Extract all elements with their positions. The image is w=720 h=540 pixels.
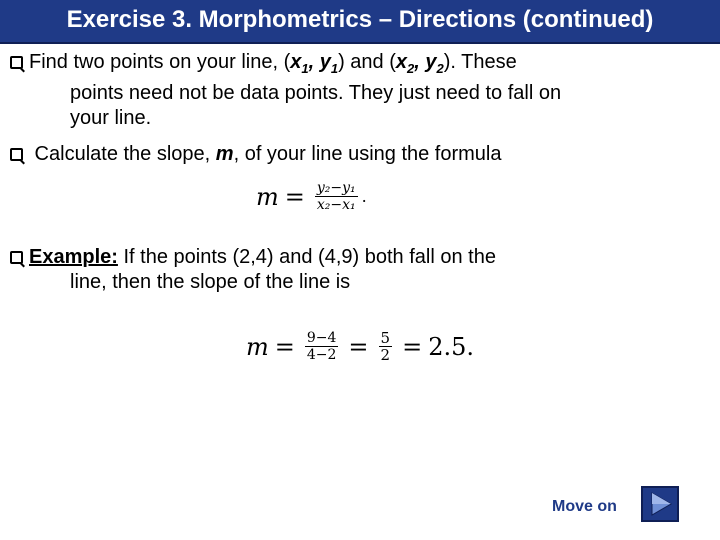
bullet-checkbox-icon [10, 251, 23, 264]
title-bar [0, 0, 720, 44]
var-x: x [395, 51, 408, 73]
formula-equals: = [348, 332, 369, 361]
bullet-calculate-slope [10, 142, 670, 167]
var-m: m [215, 143, 234, 165]
bullet-text: Find two points on your line, ( [29, 51, 291, 73]
formula-denominator: x₂−x₁ [316, 197, 356, 213]
formula-fraction [379, 330, 393, 363]
formula-period: . [361, 187, 367, 206]
formula-denominator: 4−2 [306, 347, 337, 363]
example-slope-calculation [246, 330, 474, 363]
subscript: 2 [407, 61, 415, 76]
formula-equals: = [274, 332, 295, 361]
var-y: y [319, 51, 331, 73]
formula-lhs: m [256, 182, 279, 211]
play-triangle-icon [643, 488, 677, 520]
formula-fraction [305, 330, 339, 363]
formula-numerator: y₂−y₁ [316, 180, 356, 196]
example-label: Example: [29, 246, 118, 268]
slide-title: Exercise 3. Morphometrics – Directions (continued) [66, 6, 654, 33]
bullet-find-points [10, 50, 670, 131]
formula-equals: = [402, 332, 423, 361]
bullet-text-line2: points need not be data points. They just need to fall on [70, 82, 562, 104]
formula-numerator: 9−4 [306, 330, 337, 346]
bullet-text: ). These [443, 51, 517, 73]
bullet-checkbox-icon [10, 148, 23, 161]
bullet-text-line2: line, then the slope of the line is [70, 271, 351, 293]
bullet-text: Calculate the slope, [29, 143, 216, 165]
bullet-text-line3: your line. [70, 107, 152, 129]
bullet-text: If the points (2,4) and (4,9) both fall on the [117, 246, 496, 268]
subscript: 1 [330, 61, 339, 76]
formula-result: 2.5. [428, 332, 474, 361]
bullet-text: , of your line using the formula [233, 143, 502, 165]
formula-lhs: m [246, 332, 269, 361]
formula-denominator: 2 [380, 346, 391, 364]
next-slide-button[interactable] [641, 486, 679, 522]
bullet-text: ) and ( [338, 51, 396, 73]
var-y: y [425, 51, 437, 73]
move-on-link[interactable]: Move on [552, 498, 617, 515]
formula-numerator: 5 [380, 329, 391, 347]
formula-fraction [315, 180, 358, 213]
subscript: 2 [436, 61, 444, 76]
subscript: 1 [301, 61, 309, 76]
formula-equals: = [284, 182, 305, 211]
slope-formula [256, 180, 367, 213]
bullet-checkbox-icon [10, 56, 23, 69]
comma: , [414, 51, 426, 73]
bullet-example [10, 245, 670, 295]
comma: , [308, 51, 320, 73]
var-x: x [290, 51, 302, 73]
